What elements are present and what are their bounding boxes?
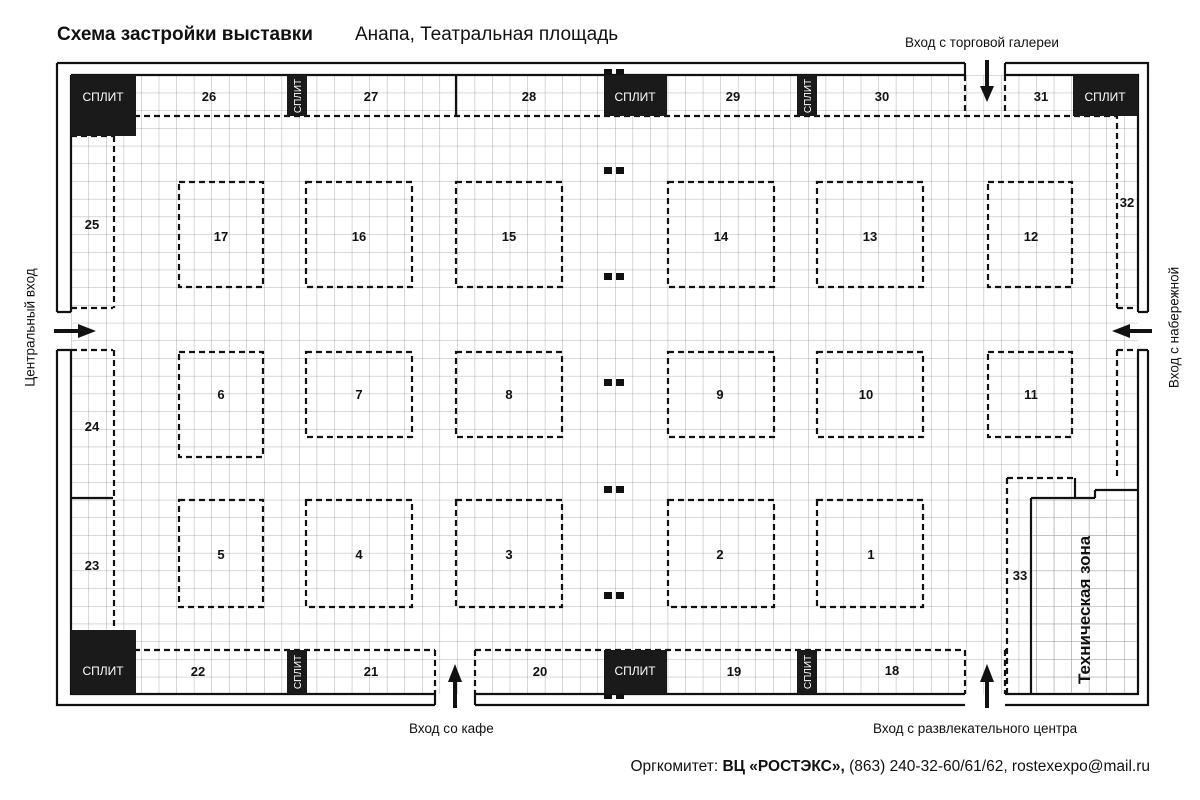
footer-prefix: Оргкомитет: [630,758,723,775]
split-label: СПЛИТ [803,654,814,690]
stand-number: 1 [867,547,875,562]
stand-number: 29 [725,89,741,104]
split-label: СПЛИТ [1084,90,1126,104]
stand-number: 27 [363,89,379,104]
footer-contact-info[interactable]: (863) 240-32-60/61/62, rostexexpo@mail.ru [844,758,1150,775]
stand-number: 19 [726,664,742,679]
stand-number: 25 [84,217,100,232]
stand-number: 33 [1012,568,1028,583]
entrance-label-top: Вход с торговой галереи [905,35,1059,50]
stand-number: 10 [858,387,874,402]
split-label: СПЛИТ [82,90,124,104]
stand-number: 17 [213,229,229,244]
entrance-label-central: Центральный вход [22,268,38,387]
entrance-label-embankment: Вход с набережной [1166,266,1182,389]
location-subtitle: Анапа, Театральная площадь [355,24,619,45]
footer-org: ВЦ «РОСТЭКС», [722,758,845,775]
stand-number: 15 [501,229,517,244]
stand-number: 5 [217,547,225,562]
stand-number: 28 [521,89,537,104]
stand-number: 26 [201,89,217,104]
stand-number: 23 [84,558,100,573]
stand-number: 31 [1033,89,1049,104]
split-label: СПЛИТ [293,654,304,690]
stand-number: 4 [355,547,363,562]
page-title: Схема застройки выставки [57,24,313,45]
stand-number: 11 [1024,387,1038,402]
stand-number: 8 [505,387,513,402]
stand-number: 2 [716,547,724,562]
stand-number: 6 [217,387,225,402]
stand-number: 9 [716,387,724,402]
entrance-label-entertainment: Вход с развлекательного центра [873,721,1078,736]
stand-number: 3 [505,547,513,562]
stand-number: 18 [884,663,900,678]
technical-zone-label: Техническая зона [1075,535,1094,684]
stand-number: 24 [84,419,100,434]
stand-number: 22 [190,664,206,679]
split-label: СПЛИТ [614,90,656,104]
split-label: СПЛИТ [82,664,124,678]
split-label: СПЛИТ [803,78,814,114]
entrance-label-cafe: Вход со кафе [409,721,494,736]
split-label: СПЛИТ [293,78,304,114]
stand-number: 12 [1023,229,1039,244]
stand-number: 16 [351,229,367,244]
split-label: СПЛИТ [614,664,656,678]
footer-contacts [630,758,1150,776]
stand-number: 7 [355,387,363,402]
stand-number: 32 [1119,195,1135,210]
stand-number: 30 [874,89,890,104]
stand-number: 13 [862,229,878,244]
stand-number: 21 [363,664,379,679]
stand-number: 20 [532,664,548,679]
stand-number: 14 [713,229,729,244]
